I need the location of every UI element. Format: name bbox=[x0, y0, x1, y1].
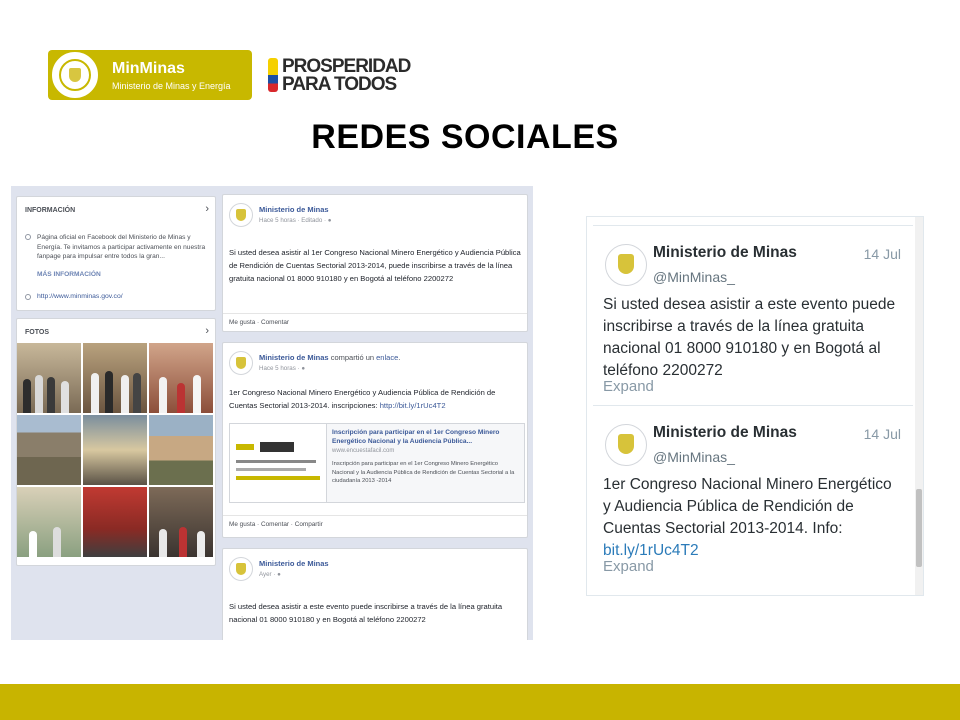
minminas-logo bbox=[48, 50, 252, 100]
tweet-date[interactable]: 14 Jul bbox=[863, 426, 901, 442]
post-timestamp: Ayer · ● bbox=[259, 571, 281, 578]
prosperidad-logo bbox=[268, 56, 428, 96]
footer-bar bbox=[0, 684, 960, 720]
tweet[interactable] bbox=[593, 405, 913, 596]
slide-title: REDES SOCIALES bbox=[311, 118, 619, 156]
scrollbar-thumb[interactable] bbox=[916, 489, 922, 567]
photo-thumbnail[interactable] bbox=[149, 343, 213, 413]
tweet-author-name[interactable]: Ministerio de Minas bbox=[653, 424, 797, 441]
globe-icon: ● bbox=[327, 217, 332, 224]
attachment-title[interactable]: Inscripción para participar en el 1er Congreso Minero Energético Nacional y la Audiencia Pública... bbox=[332, 429, 500, 445]
tweet-text: 1er Congreso Nacional Minero Energético y Audiencia Pública de Rendición de Cuentas Sectorial 2013-2014. Info: bit.ly/1rUc4T2 bbox=[603, 476, 892, 559]
photo-grid bbox=[17, 343, 217, 557]
post-inline-link[interactable]: http://bit.ly/1rUc4T2 bbox=[379, 400, 446, 410]
shared-link[interactable]: enlace bbox=[376, 353, 399, 362]
post-author[interactable]: Ministerio de Minas bbox=[259, 559, 329, 568]
info-heading: INFORMACIÓN bbox=[25, 207, 76, 214]
photo-thumbnail[interactable] bbox=[149, 415, 213, 485]
photo-thumbnail[interactable] bbox=[83, 487, 147, 557]
facebook-page-screenshot bbox=[11, 186, 533, 640]
link-attachment[interactable] bbox=[229, 423, 525, 503]
globe-icon: ● bbox=[301, 365, 306, 372]
chevron-right-icon[interactable]: › bbox=[205, 203, 209, 215]
info-description: Página oficial en Facebook del Ministerio de Minas y Energía. Te invitamos a participar activamente en nuestra fanpage para impulsar entre todos la gran... bbox=[37, 234, 206, 260]
photo-thumbnail[interactable] bbox=[149, 487, 213, 557]
colombia-seal-icon bbox=[50, 50, 100, 100]
colombia-flag-icon bbox=[268, 58, 278, 92]
photo-thumbnail[interactable] bbox=[17, 487, 81, 557]
photo-thumbnail[interactable] bbox=[83, 343, 147, 413]
post-text: Si usted desea asistir a este evento puede inscribirse a través de la línea gratuita nacional 01 8000 910180 y en Bogotá al teléfono 2200272 bbox=[229, 602, 503, 624]
attachment-description: Inscripción para participar en el 1er Congreso Minero Energético Nacional y la Audiencia Pública de Rendición de Cuentas Sectorial a la ciudadanía 2013 -2014 bbox=[332, 461, 515, 484]
ministry-avatar-icon[interactable] bbox=[229, 203, 253, 227]
chevron-right-icon[interactable]: › bbox=[205, 325, 209, 337]
tweet-expand-link[interactable]: Expand bbox=[603, 378, 654, 395]
tweet-author-handle[interactable]: @MinMinas_ bbox=[653, 449, 735, 465]
facebook-post bbox=[222, 194, 528, 332]
prosperidad-line2: PARA TODOS bbox=[282, 74, 397, 95]
minminas-logo-subtitle: Ministerio de Minas y Energía bbox=[112, 81, 231, 91]
prosperidad-line1: PROSPERIDAD bbox=[282, 56, 411, 77]
ministry-avatar-icon[interactable] bbox=[605, 424, 647, 466]
twitter-feed-screenshot bbox=[586, 216, 924, 596]
post-text: 1er Congreso Nacional Minero Energético y Audiencia Pública de Rendición de Cuentas Sectorial 2013-2014. inscripciones: http://bit.ly/1rUc4T2 bbox=[229, 388, 496, 410]
facebook-timeline bbox=[222, 194, 528, 640]
tweet-author-handle[interactable]: @MinMinas_ bbox=[653, 269, 735, 285]
post-actions[interactable]: Me gusta · Comentar bbox=[229, 319, 290, 326]
photo-thumbnail[interactable] bbox=[17, 343, 81, 413]
ministry-avatar-icon[interactable] bbox=[605, 244, 647, 286]
tweet-expand-link[interactable]: Expand bbox=[603, 558, 654, 575]
facebook-post bbox=[222, 342, 528, 538]
post-actions[interactable]: Me gusta · Comentar · Compartir bbox=[229, 521, 323, 528]
scrollbar[interactable] bbox=[915, 217, 923, 595]
facebook-info-card bbox=[16, 196, 216, 311]
website-link[interactable]: http://www.minminas.gov.co/ bbox=[37, 293, 123, 300]
attachment-thumbnail bbox=[230, 424, 327, 502]
ministry-avatar-icon[interactable] bbox=[229, 351, 253, 375]
info-icon bbox=[25, 234, 31, 240]
post-author-line: Ministerio de Minas compartió un enlace. bbox=[259, 353, 401, 362]
photos-heading: FOTOS bbox=[25, 329, 49, 336]
post-timestamp: Hace 5 horas · Editado · ● bbox=[259, 217, 332, 224]
globe-icon: ● bbox=[277, 571, 281, 578]
facebook-left-column bbox=[16, 196, 216, 566]
facebook-photos-card bbox=[16, 318, 216, 566]
tweet-date[interactable]: 14 Jul bbox=[863, 246, 901, 262]
globe-icon bbox=[25, 294, 31, 300]
tweet-link[interactable]: bit.ly/1rUc4T2 bbox=[603, 542, 699, 559]
photo-thumbnail[interactable] bbox=[83, 415, 147, 485]
minminas-logo-name: MinMinas bbox=[112, 60, 185, 77]
ministry-avatar-icon[interactable] bbox=[229, 557, 253, 581]
facebook-post bbox=[222, 548, 528, 640]
post-timestamp: Hace 5 horas · ● bbox=[259, 365, 306, 372]
more-info-link[interactable]: MÁS INFORMACIÓN bbox=[37, 271, 101, 278]
post-text: Si usted desea asistir al 1er Congreso Nacional Minero Energético y Audiencia Pública de Rendición de Cuentas Sectorial 2013-2014, puede inscribirse a través de la línea gratuita nacional 01 8000 910180 y en Bogotá al teléfono 2200272 bbox=[229, 248, 521, 283]
post-author[interactable]: Ministerio de Minas bbox=[259, 205, 329, 214]
photo-thumbnail[interactable] bbox=[17, 415, 81, 485]
post-author[interactable]: Ministerio de Minas bbox=[259, 353, 329, 362]
tweet[interactable] bbox=[593, 225, 913, 406]
tweet-text: Si usted desea asistir a este evento puede inscribirse a través de la línea gratuita nacional 01 8000 910180 y en Bogotá al teléfono 2200272 bbox=[603, 296, 896, 379]
attachment-domain: www.encuestafacil.com bbox=[332, 448, 395, 454]
tweet-author-name[interactable]: Ministerio de Minas bbox=[653, 244, 797, 261]
